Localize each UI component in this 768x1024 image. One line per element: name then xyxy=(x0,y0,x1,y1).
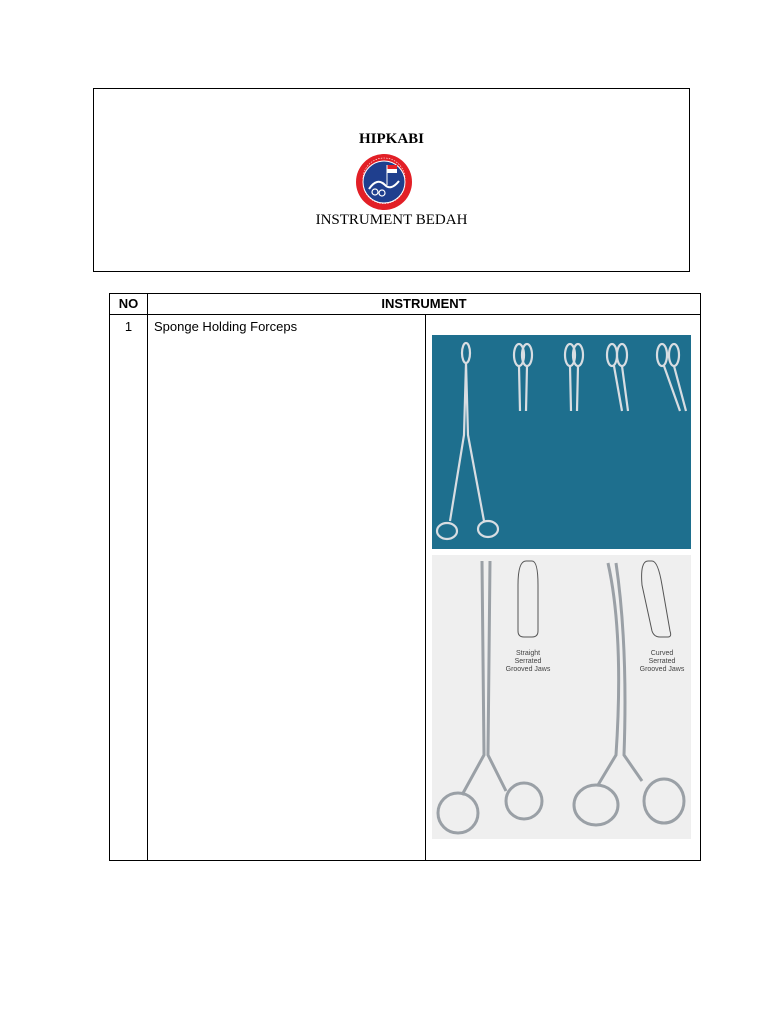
instrument-name: Sponge Holding Forceps xyxy=(148,315,426,861)
caption-straight-line1: Straight xyxy=(515,650,541,657)
caption-straight-line3: Grooved Jaws xyxy=(505,666,551,673)
caption-curved-line1: Curved xyxy=(650,650,674,657)
instrument-image-cell xyxy=(426,315,701,861)
table-row xyxy=(110,315,701,861)
caption-curved-line2: Serrated xyxy=(648,658,676,665)
document-header xyxy=(93,88,690,272)
table-header-row xyxy=(110,294,701,315)
row-number: 1 xyxy=(110,315,148,861)
document-title: INSTRUMENT BEDAH xyxy=(315,212,468,228)
caption-curved-line3: Grooved Jaws xyxy=(639,666,685,673)
org-name: HIPKABI xyxy=(358,131,424,147)
hipkabi-logo xyxy=(355,151,413,213)
column-header-no: NO xyxy=(110,294,148,315)
sponge-forceps-photo-blue xyxy=(432,335,691,549)
instrument-table xyxy=(109,293,701,861)
sponge-forceps-photo-grey xyxy=(432,555,691,839)
column-header-instrument: INSTRUMENT xyxy=(148,294,701,315)
caption-straight-line2: Serrated xyxy=(514,658,542,665)
